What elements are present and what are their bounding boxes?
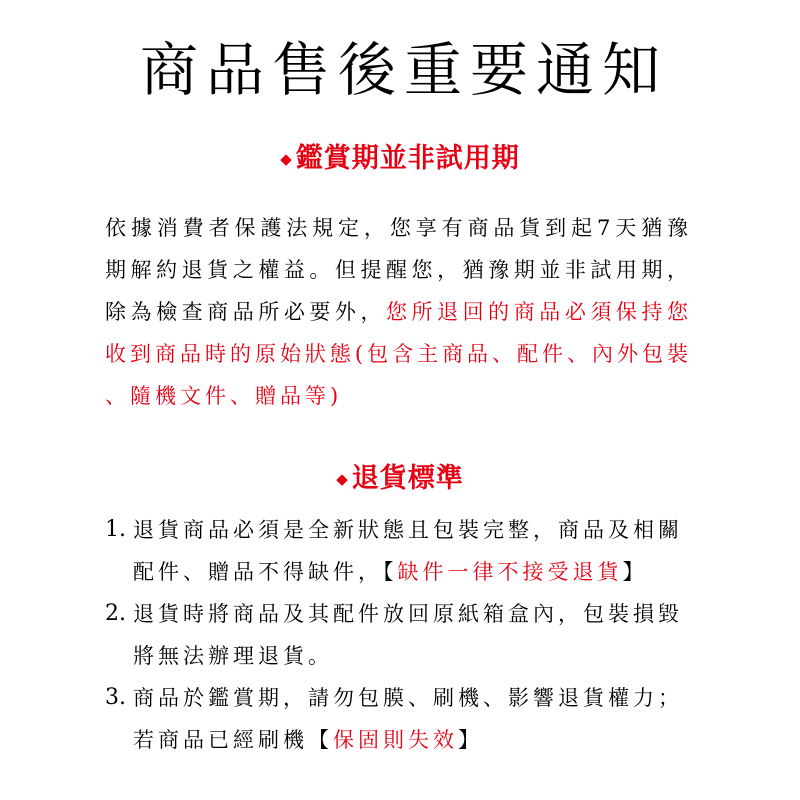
list-item-number: 1. <box>105 517 126 542</box>
text-segment: 退貨商品必須是全新狀態且包裝完整，商品及相關 <box>133 518 683 542</box>
section-heading-text: 退貨標準 <box>351 463 464 493</box>
list-item-line <box>105 719 705 761</box>
bracket-close: 】 <box>622 560 648 584</box>
list-item-text <box>133 719 483 761</box>
list-item-line <box>105 677 705 719</box>
bracket-open: 【 <box>383 560 398 584</box>
bracket-open: 【 <box>308 728 333 752</box>
highlighted-text-segment: 、隨機文件、贈品等) <box>105 384 343 408</box>
list-item-line <box>105 509 705 551</box>
list-item-indent <box>105 635 133 677</box>
text-segment: 配件、贈品不得缺件， <box>133 560 383 584</box>
list-item-number: 3. <box>105 685 126 710</box>
list-item-text <box>133 677 683 719</box>
list-item-line <box>105 551 705 593</box>
paragraph-line <box>105 249 690 291</box>
text-segment: 將無法辦理退貨。 <box>133 644 333 668</box>
diamond-bullet-icon: ◆ <box>336 471 349 488</box>
section-heading-inspection-period <box>0 138 800 178</box>
list-item-text <box>133 635 333 677</box>
diamond-bullet-icon: ◆ <box>280 151 293 168</box>
highlighted-text-segment: 您所退回的商品必須保持您 <box>386 300 690 324</box>
list-item-text <box>133 509 683 551</box>
list-item-indent <box>105 551 133 593</box>
text-segment: 依據消費者保護法規定，您享有商品貨到起7天猶豫 <box>105 216 690 240</box>
text-segment: 商品於鑑賞期，請勿包膜、刷機、影響退貨權力； <box>133 686 683 710</box>
list-item-text <box>133 551 648 593</box>
text-segment: 除為檢查商品所必要外， <box>105 300 386 324</box>
bracket-close: 】 <box>458 728 483 752</box>
list-item-indent <box>105 719 133 761</box>
paragraph-line <box>105 375 690 417</box>
text-segment: 退貨時將商品及其配件放回原紙箱盒內，包裝損毀 <box>133 602 683 626</box>
highlighted-text-segment: 收到商品時的原始狀態(包含主商品、配件、內外包裝 <box>105 342 690 366</box>
page-title: 商品售後重要通知 <box>140 36 660 104</box>
inspection-period-paragraph <box>105 207 690 417</box>
paragraph-line <box>105 207 690 249</box>
list-item-number: 2. <box>105 601 126 626</box>
highlighted-text-segment: 保固則失效 <box>333 728 458 752</box>
section-heading-return-standards <box>0 458 800 498</box>
list-item-line <box>105 635 705 677</box>
highlighted-text-segment: 缺件一律不接受退貨 <box>397 560 623 584</box>
text-segment: 期解約退貨之權益。但提醒您，猶豫期並非試用期， <box>105 258 690 282</box>
paragraph-line <box>105 291 690 333</box>
text-segment: 若商品已經刷機 <box>133 728 308 752</box>
section-heading-text: 鑑賞期並非試用期 <box>295 143 520 173</box>
paragraph-line <box>105 333 690 375</box>
list-item-text <box>133 593 683 635</box>
return-standards-list <box>105 509 705 761</box>
list-item-line <box>105 593 705 635</box>
